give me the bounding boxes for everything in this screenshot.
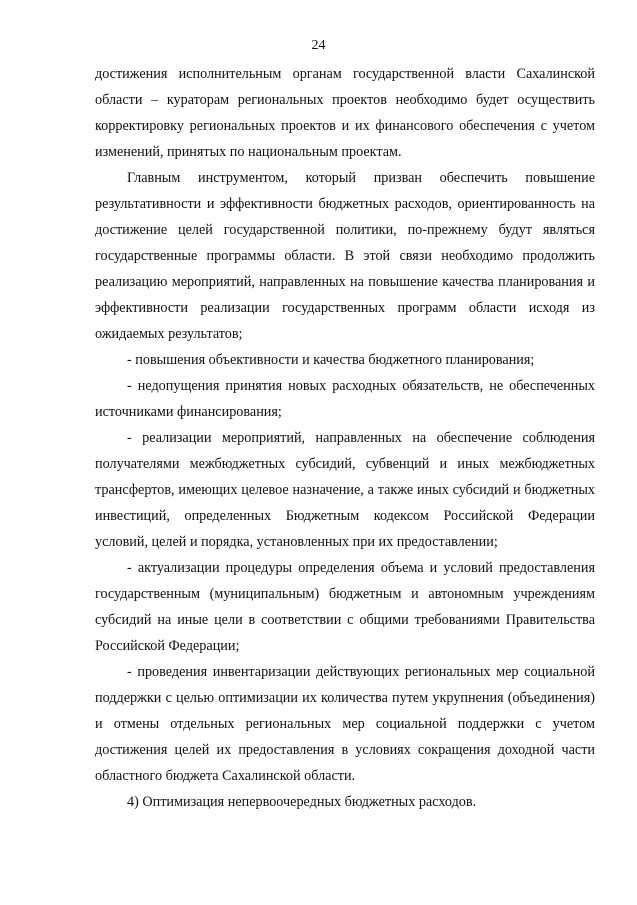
paragraph-optimization: 4) Оптимизация непервоочередных бюджетных расходов. [127, 794, 477, 810]
list-item-budget-planning: - повышения объективности и качества бюджетного планирования; [127, 352, 535, 368]
paragraph-continuation: достижения исполнительным органам государственной власти Сахалинской области – кураторам региональных проектов необходимо будет осуществить корректировку региональных проектов и их финансового обеспечения с учетом изменений, принятых по национальным проектам. [95, 66, 595, 160]
list-item-subsidy-procedure: - актуализации процедуры определения объема и условий предоставления государственным (муниципальным) бюджетным и автономным учреждениям субсидий на иные цели в соответствии с общими требованиями Правительства Российской Федерации; [95, 560, 595, 654]
list-item-new-obligations: - недопущения принятия новых расходных обязательств, не обеспеченных источниками финансирования; [95, 378, 595, 420]
page-number: 24 [311, 38, 326, 53]
paragraph-main-instrument: Главным инструментом, который призван обеспечить повышение результативности и эффективности бюджетных расходов, ориентированность на достижение целей государственной политики, по-прежнему будут являться государственные программы области. В этой связи необходимо продолжить реализацию мероприятий, направленных на повышение качества планирования и эффективности реализации государственных программ области исходя из ожидаемых результатов; [95, 170, 595, 342]
document-body [95, 61, 595, 815]
list-item-social-support-inventory: - проведения инвентаризации действующих региональных мер социальной поддержки с целью оптимизации их количества путем укрупнения (объединения) и отмены отдельных региональных мер социальной поддержки с учетом достижения целей их предоставления в условиях сокращения доходной части областного бюджета Сахалинской области. [95, 664, 595, 784]
list-item-subsidy-compliance: - реализации мероприятий, направленных на обеспечение соблюдения получателями межбюджетных субсидий, субвенций и иных межбюджетных трансфертов, имеющих целевое назначение, а также иных субсидий и бюджетных инвестиций, определенных Бюджетным кодексом Российской Федерации условий, целей и порядка, установленных при их предоставлении; [95, 430, 595, 550]
